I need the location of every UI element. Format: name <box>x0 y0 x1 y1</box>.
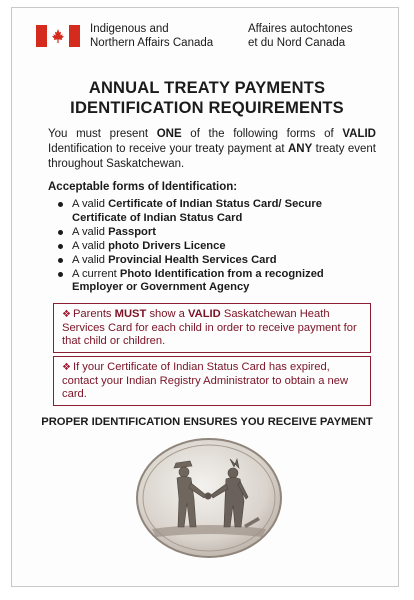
id-name: Certificate of Indian Status Card/ Secure Certificate of Indian Status Card <box>72 198 322 224</box>
notice-emphasis: VALID <box>188 308 221 320</box>
id-prefix: A current <box>72 267 120 280</box>
title-line2: IDENTIFICATION REQUIREMENTS <box>70 99 344 117</box>
id-prefix: A valid <box>72 225 109 238</box>
id-name: Photo Identification from a recognized Employer or Government Agency <box>72 267 324 293</box>
bullet-icon <box>58 202 63 207</box>
list-item <box>56 268 376 295</box>
dept-en-line2: Northern Affairs Canada <box>90 37 214 49</box>
bullet-icon <box>58 230 63 235</box>
parents-notice <box>53 303 371 353</box>
intro-emphasis: ONE <box>156 128 182 140</box>
department-header <box>32 22 372 56</box>
list-item <box>56 240 376 254</box>
bullet-icon <box>58 244 63 249</box>
list-item <box>56 254 376 268</box>
list-item <box>56 226 376 240</box>
intro-emphasis: VALID <box>342 128 376 140</box>
id-prefix: A valid <box>72 239 109 252</box>
page-title <box>0 78 414 118</box>
dept-en-line1: Indigenous and <box>90 23 169 35</box>
intro-emphasis: ANY <box>287 143 313 155</box>
diamond-bullet-icon: ❖ <box>62 309 71 320</box>
intro-text: Identification to receive your treaty payment at <box>48 143 288 155</box>
bullet-icon <box>58 258 63 263</box>
notice-text: If your Certificate of Indian Status Card has expired, contact your Indian Registry Administrator to obtain a new card. <box>62 361 349 400</box>
id-forms-list <box>56 198 376 295</box>
dept-fr-line2: et du Nord Canada <box>248 37 346 49</box>
footer-statement: PROPER IDENTIFICATION ENSURES YOU RECEIVE PAYMENT <box>41 416 373 428</box>
id-name: Provincial Health Services Card <box>108 253 277 266</box>
id-name: photo Drivers Licence <box>108 239 226 252</box>
notice-text: Parents <box>72 308 115 320</box>
intro-text: of the following forms of <box>181 128 343 140</box>
id-prefix: A valid <box>72 253 109 266</box>
intro-paragraph <box>48 127 376 172</box>
notice-emphasis: MUST <box>114 308 147 320</box>
list-item <box>56 198 376 225</box>
canada-flag-icon <box>36 25 80 47</box>
department-name-english <box>90 22 213 50</box>
intro-text: You must present <box>48 128 157 140</box>
department-name-french <box>248 22 353 50</box>
id-prefix: A valid <box>72 198 109 210</box>
id-name: Passport <box>108 225 156 238</box>
notice-text: show a <box>146 308 189 320</box>
bullet-icon <box>58 272 63 277</box>
notice-text: Saskatchewan Heath Services Card for each child in order to receive payment for that child or children. <box>62 308 357 347</box>
title-line1: ANNUAL TREATY PAYMENTS <box>88 79 326 97</box>
treaty-medal-icon <box>134 437 284 559</box>
acceptable-forms-heading: Acceptable forms of Identification: <box>48 181 238 193</box>
expired-card-notice <box>53 356 371 406</box>
dept-fr-line1: Affaires autochtones <box>248 23 353 35</box>
diamond-bullet-icon: ❖ <box>62 362 71 373</box>
intro-text: treaty event throughout Saskatchewan. <box>48 143 376 170</box>
